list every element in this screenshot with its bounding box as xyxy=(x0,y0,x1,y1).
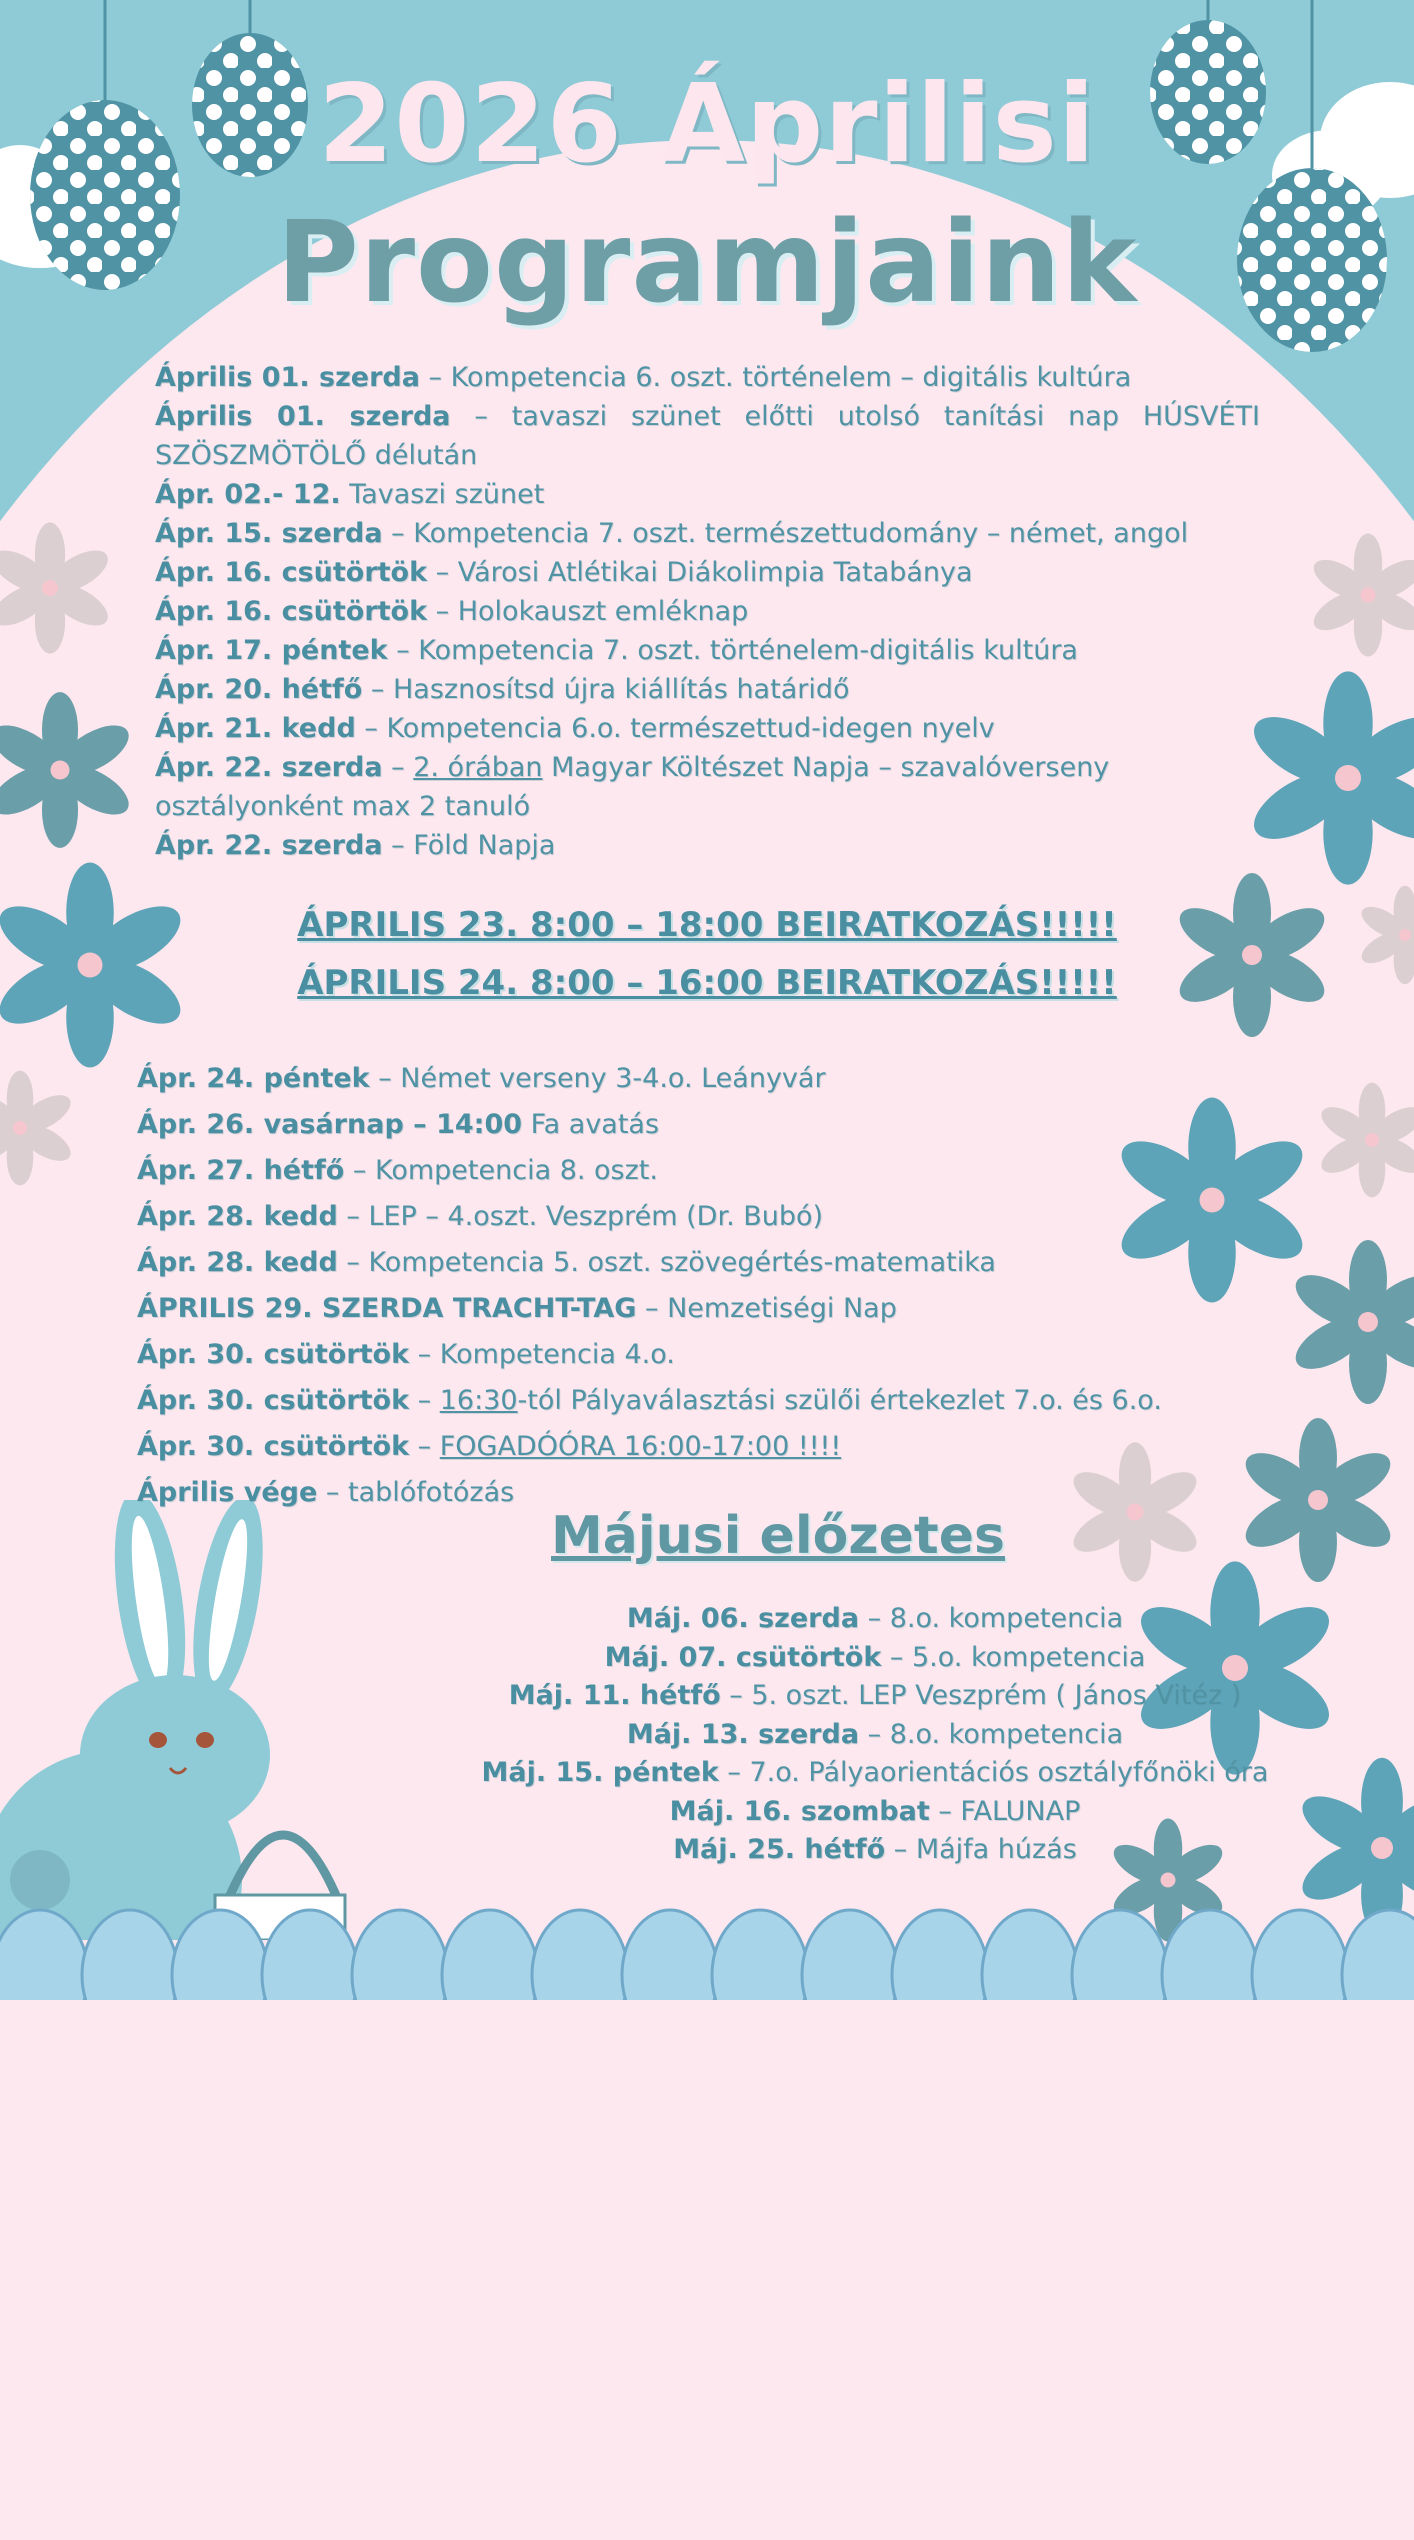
easter-egg-icon xyxy=(802,1910,898,2000)
event-text: – Kompetencia 7. oszt. természettudomány – német, angol xyxy=(382,518,1189,549)
event-text: – Holokauszt emléknap xyxy=(427,596,749,627)
event-text: – Májfa húzás xyxy=(885,1834,1077,1865)
event-text: – Kompetencia 6.o. természettud-idegen nyelv xyxy=(355,713,995,744)
list-item xyxy=(137,1286,1287,1332)
event-date: Ápr. 21. kedd xyxy=(155,713,356,744)
easter-egg-icon xyxy=(532,1910,628,2000)
easter-egg-icon xyxy=(1342,1910,1414,2000)
event-date: Április vége xyxy=(137,1477,318,1508)
easter-egg-icon xyxy=(352,1910,448,2000)
list-item xyxy=(155,397,1260,475)
event-text: – tavaszi szünet előtti utolsó tanítási nap HÚSVÉTI SZÖSZMÖTÖLŐ délután xyxy=(155,401,1261,471)
list-item xyxy=(137,1102,1287,1148)
event-text: – Kompetencia 8. oszt. xyxy=(344,1155,658,1186)
event-date: Máj. 16. szombat xyxy=(669,1795,930,1827)
event-text: – 8.o. kompetencia xyxy=(859,1603,1124,1634)
easter-egg-icon xyxy=(262,1910,358,2000)
list-item xyxy=(137,1332,1287,1378)
event-date: Április 01. szerda xyxy=(155,362,420,393)
event-date: Ápr. 15. szerda xyxy=(155,518,383,549)
event-text: Fa avatás xyxy=(522,1109,660,1140)
event-date: Ápr. 30. csütörtök xyxy=(137,1385,410,1416)
list-item xyxy=(137,1424,1287,1470)
event-date: Ápr. 22. szerda xyxy=(155,752,383,783)
event-date: Ápr. 30. csütörtök xyxy=(137,1431,410,1462)
event-date: Máj. 11. hétfő xyxy=(508,1680,721,1711)
event-text-underlined: 16:30 xyxy=(439,1385,518,1416)
event-date: Ápr. 02.- 12. xyxy=(155,479,341,510)
easter-egg-icon xyxy=(1072,1910,1168,2000)
list-item xyxy=(0,1793,1414,1832)
event-text: Magyar Költészet Napja – szavalóverseny osztályonként max 2 tanuló xyxy=(155,752,1110,822)
list-item xyxy=(0,1831,1414,1870)
easter-egg-icon xyxy=(442,1910,538,2000)
event-text: – 5.o. kompetencia xyxy=(881,1641,1146,1673)
event-date: Máj. 13. szerda xyxy=(626,1718,860,1750)
event-date: Ápr. 24. péntek xyxy=(137,1063,370,1094)
list-item xyxy=(155,514,1260,553)
april-events-list xyxy=(155,358,1260,865)
easter-egg-icon xyxy=(172,1910,268,2000)
enrollment-notice: ÁPRILIS 23. 8:00 – 18:00 BEIRATKOZÁS!!!!! xyxy=(297,905,1117,945)
list-item xyxy=(0,1639,1414,1678)
event-text: – LEP – 4.oszt. Veszprém (Dr. Bubó) xyxy=(337,1201,824,1232)
list-item xyxy=(137,1056,1287,1102)
event-date: Ápr. 28. kedd xyxy=(137,1247,338,1278)
event-text: – 7.o. Pályaorientációs osztályfőnöki óra xyxy=(718,1757,1269,1788)
list-item xyxy=(0,1754,1414,1793)
list-item xyxy=(155,631,1260,670)
list-item xyxy=(137,1240,1287,1286)
event-text-prefix: – xyxy=(409,1431,440,1462)
flower-icon xyxy=(0,692,136,848)
event-text: – Kompetencia 7. oszt. történelem-digitális kultúra xyxy=(387,635,1078,666)
event-text-prefix: – xyxy=(382,752,414,783)
list-item xyxy=(155,592,1260,631)
event-date: Április 01. szerda xyxy=(155,401,451,432)
easter-egg-icon xyxy=(892,1910,988,2000)
event-text-prefix: – xyxy=(409,1385,440,1416)
list-item xyxy=(155,358,1260,397)
event-date: Ápr. 30. csütörtök xyxy=(137,1339,410,1370)
list-item xyxy=(155,670,1260,709)
easter-egg-icon xyxy=(982,1910,1078,2000)
list-item xyxy=(0,1600,1414,1639)
event-date: Ápr. 22. szerda xyxy=(155,830,383,861)
event-text: -tól Pályaválasztási szülői értekezlet 7.o. és 6.o. xyxy=(517,1385,1162,1416)
list-item xyxy=(137,1148,1287,1194)
april-events-list-2 xyxy=(137,1056,1287,1516)
flower-icon xyxy=(1171,873,1332,1037)
list-item xyxy=(0,1716,1414,1755)
may-preview-title: Májusi előzetes xyxy=(551,1506,1005,1566)
event-text-underlined: 2. órában xyxy=(413,752,543,783)
list-item xyxy=(155,553,1260,592)
list-item xyxy=(155,475,1260,514)
event-date: Máj. 15. péntek xyxy=(481,1757,719,1788)
easter-egg-icon xyxy=(0,1910,88,2000)
event-date: Ápr. 16. csütörtök xyxy=(155,596,428,627)
flower-icon xyxy=(0,1071,76,1186)
event-date: ÁPRILIS 29. SZERDA TRACHT-TAG xyxy=(137,1293,637,1324)
list-item xyxy=(137,1378,1287,1424)
event-date: Ápr. 27. hétfő xyxy=(137,1155,345,1186)
event-text: – Nemzetiségi Nap xyxy=(636,1293,897,1324)
flower-icon xyxy=(1287,1240,1414,1404)
event-date: Ápr. 26. vasárnap – 14:00 xyxy=(137,1109,523,1140)
event-text: – Hasznosítsd újra kiállítás határidő xyxy=(362,674,850,705)
event-date: Máj. 06. szerda xyxy=(626,1603,860,1634)
event-text: – Kompetencia 5. oszt. szövegértés-matematika xyxy=(337,1247,996,1278)
list-item xyxy=(155,748,1260,826)
may-events-list xyxy=(0,1600,1414,1870)
event-date: Ápr. 16. csütörtök xyxy=(155,557,428,588)
event-date: Ápr. 20. hétfő xyxy=(155,674,363,705)
flower-icon xyxy=(1243,671,1414,884)
event-date: Ápr. 28. kedd xyxy=(137,1201,338,1232)
event-text: – Kompetencia 6. oszt. történelem – digitális kultúra xyxy=(419,362,1132,393)
event-date: Máj. 25. hétfő xyxy=(673,1834,886,1865)
flower-icon xyxy=(1316,1083,1414,1198)
event-text: – tablófotózás xyxy=(317,1477,515,1508)
list-item xyxy=(0,1677,1414,1716)
list-item xyxy=(155,826,1260,865)
easter-egg-icon xyxy=(82,1910,178,2000)
title-line-2: Programjaink xyxy=(276,198,1138,328)
easter-egg-icon xyxy=(1252,1910,1348,2000)
egg-row-decoration xyxy=(0,1885,1414,2000)
title-line-1: 2026 Áprilisi xyxy=(318,62,1096,187)
event-text: – Német verseny 3-4.o. Leányvár xyxy=(369,1063,826,1094)
event-text: – 5. oszt. LEP Veszprém ( János Vitéz ) xyxy=(720,1680,1242,1711)
event-text: – FALUNAP xyxy=(929,1795,1081,1827)
event-text-underlined: FOGADÓÓRA 16:00-17:00 !!!! xyxy=(439,1431,842,1462)
flower-icon xyxy=(1308,534,1414,657)
enrollment-notice: ÁPRILIS 24. 8:00 – 16:00 BEIRATKOZÁS!!!!! xyxy=(297,963,1117,1003)
list-item xyxy=(137,1194,1287,1240)
event-text: – Föld Napja xyxy=(382,830,556,861)
event-text: Tavaszi szünet xyxy=(340,479,545,510)
event-date: Ápr. 17. péntek xyxy=(155,635,388,666)
event-text: – Városi Atlétikai Diákolimpia Tatabánya xyxy=(427,557,973,588)
list-item xyxy=(155,709,1260,748)
flower-icon xyxy=(0,522,114,653)
event-date: Máj. 07. csütörtök xyxy=(604,1641,882,1673)
event-text: – 8.o. kompetencia xyxy=(859,1718,1124,1750)
event-text: – Kompetencia 4.o. xyxy=(409,1339,675,1370)
easter-egg-icon xyxy=(1162,1910,1258,2000)
easter-egg-icon xyxy=(622,1910,718,2000)
easter-egg-icon xyxy=(712,1910,808,2000)
